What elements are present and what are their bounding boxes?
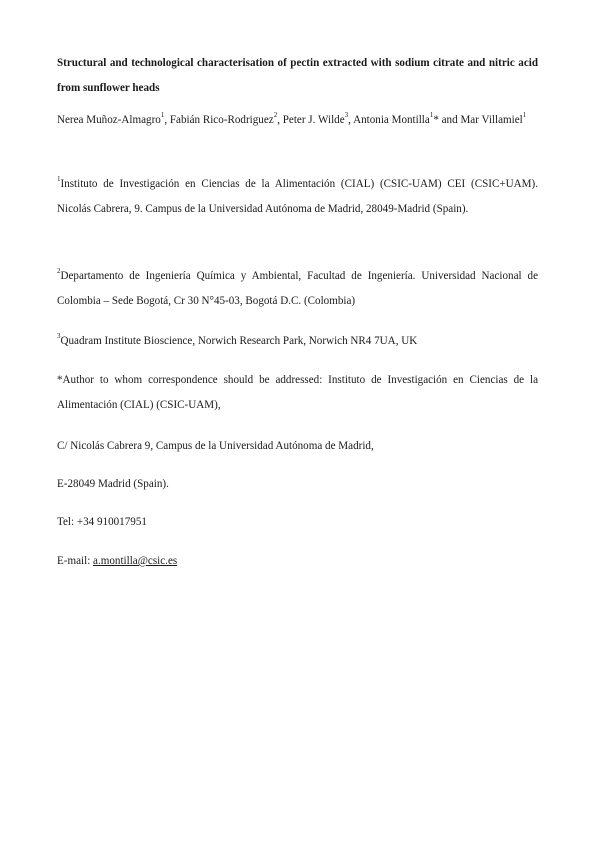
paper-title: Structural and technological characterisation of pectin extracted with sodium citrate and nitric acid from sunflower heads xyxy=(57,57,538,94)
affiliation-3 xyxy=(57,329,538,354)
affiliation-2 xyxy=(57,264,538,313)
affiliation-text: Instituto de Investigación en Ciencias de la Alimentación (CIAL) (CSIC-UAM) CEI (CSIC+UAM). Nicolás Cabrera, 9. Campus de la Universidad Autónoma de Madrid, 28049-Madrid (Spain). xyxy=(57,178,538,215)
affiliation-number: 3 xyxy=(57,332,61,341)
affiliation-number: 2 xyxy=(57,267,61,276)
author-affiliation-mark: 2 xyxy=(273,111,278,120)
author-name: Fabián Rico-Rodriguez xyxy=(169,114,274,126)
author-name: Antonia Montilla xyxy=(353,114,430,126)
email-link[interactable]: a.montilla@csic.es xyxy=(93,555,178,567)
author-separator: , xyxy=(277,114,283,126)
correspondence-email xyxy=(57,549,538,574)
author-list xyxy=(57,108,538,133)
affiliation-1 xyxy=(57,172,538,221)
author-affiliation-mark: 1 xyxy=(160,111,165,120)
correspondence-telephone: Tel: +34 910017951 xyxy=(57,516,147,528)
correspondence-note: *Author to whom correspondence should be addressed: Instituto de Investigación en Ciencias de la Alimentación (CIAL) (CSIC-UAM), xyxy=(57,374,538,411)
author-affiliation-mark: 1 xyxy=(429,111,434,120)
author-separator: , xyxy=(348,114,354,126)
author-separator: * and xyxy=(433,114,461,126)
author-name: Nerea Muñoz-Almagro xyxy=(57,114,161,126)
author-name: Mar Villamiel xyxy=(460,114,523,126)
email-label: E-mail: xyxy=(57,555,94,567)
correspondence-address-line-1: C/ Nicolás Cabrera 9, Campus de la Universidad Autónoma de Madrid, xyxy=(57,440,374,452)
correspondence-address-line-2: E-28049 Madrid (Spain). xyxy=(57,478,169,490)
affiliation-text: Quadram Institute Bioscience, Norwich Research Park, Norwich NR4 7UA, UK xyxy=(60,335,418,347)
author-separator: , xyxy=(164,114,170,126)
affiliation-text: Departamento de Ingeniería Química y Ambiental, Facultad de Ingeniería. Universidad Nacional de Colombia – Sede Bogotá, Cr 30 N°45-03, Bogotá D.C. (Colombia) xyxy=(57,270,538,307)
author-name: Peter J. Wilde xyxy=(282,114,345,126)
affiliation-number: 1 xyxy=(57,175,61,184)
author-affiliation-mark: 3 xyxy=(344,111,349,120)
author-affiliation-mark: 1 xyxy=(522,111,527,120)
